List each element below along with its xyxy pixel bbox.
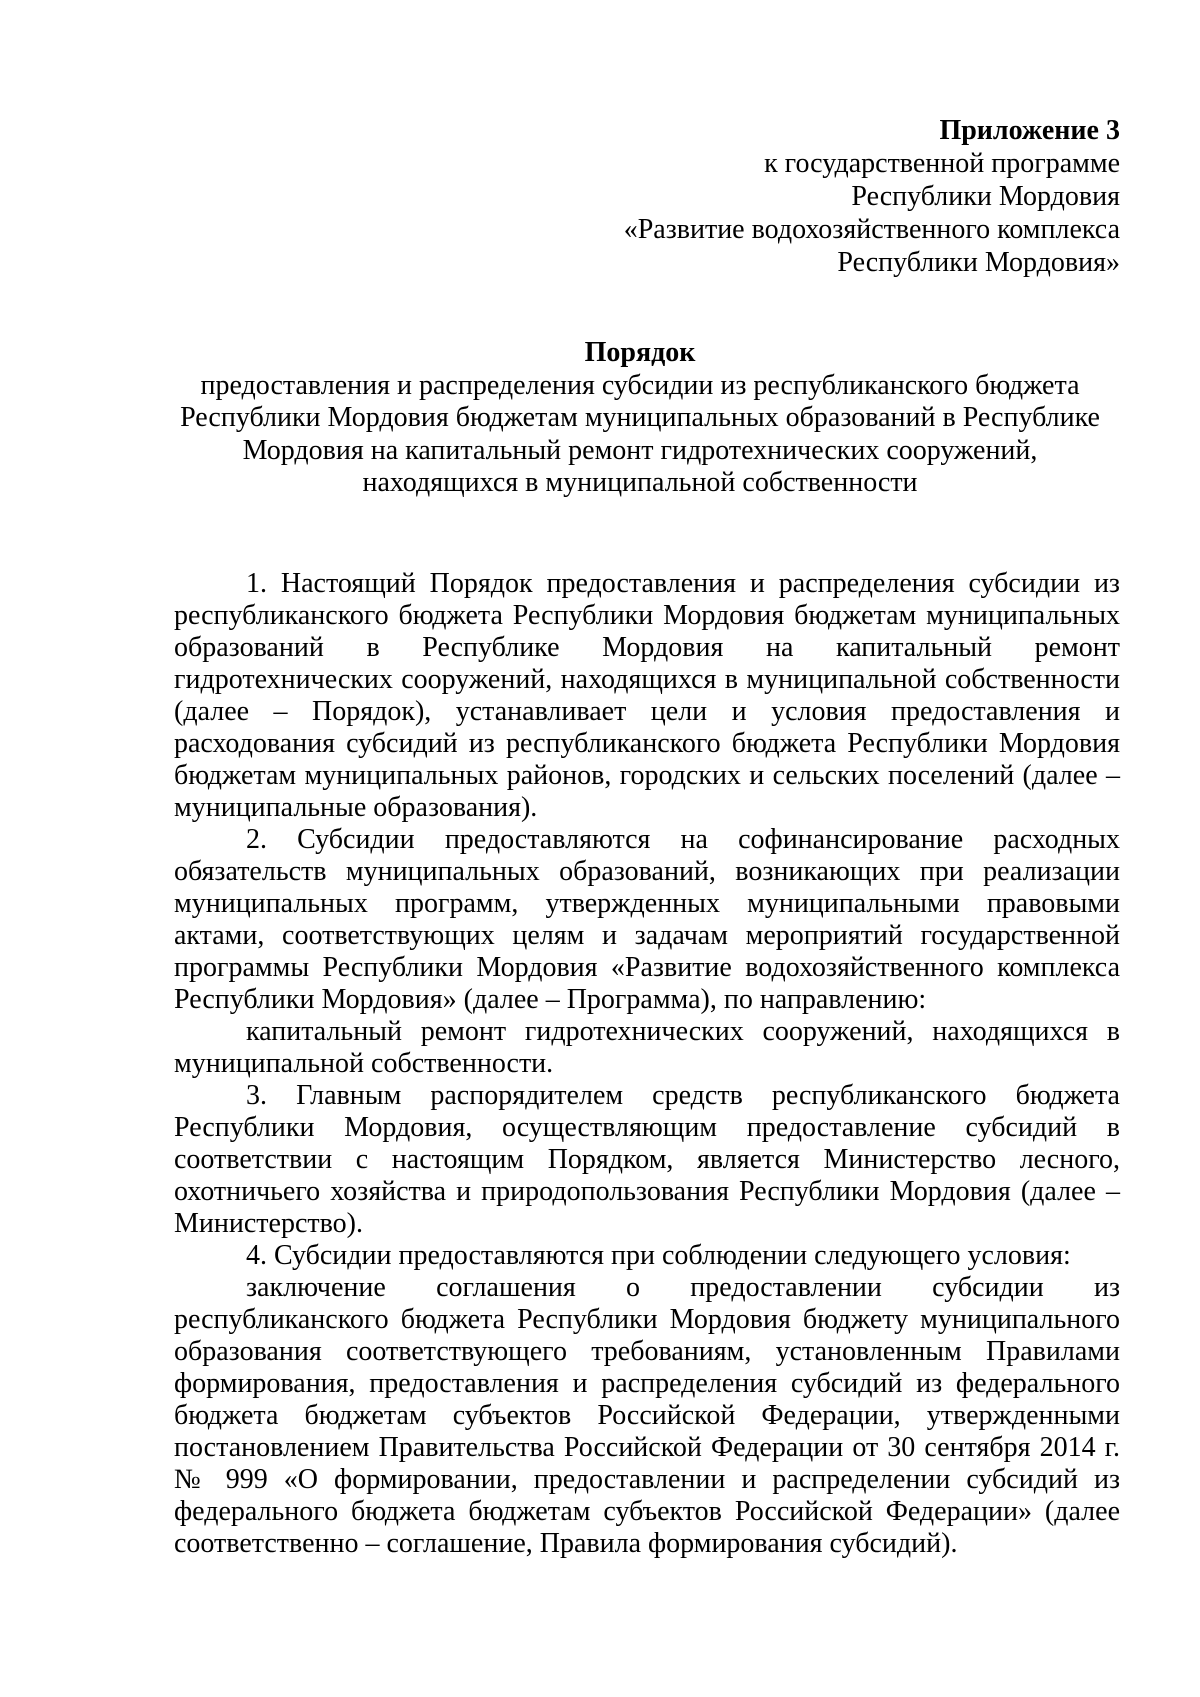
- document-body: [174, 568, 1120, 1560]
- paragraph-3: 3. Главным распорядителем средств республиканского бюджета Республики Мордовия, осуществляющим предоставление субсидий в соответствии с настоящим Порядком, является Министерство лесного, охотничьего хозяйства и природопользования Республики Мордовия (далее – Министерство).: [174, 1080, 1120, 1239]
- appendix-line: к государственной программе: [764, 148, 1120, 179]
- appendix-line: «Развитие водохозяйственного комплекса: [623, 214, 1120, 245]
- document-title-block: [160, 337, 1120, 500]
- paragraph-4-condition: заключение соглашения о предоставлении субсидии из республиканского бюджета Республики Мордовия бюджету муниципального образования соответствующего требованиям, установленным Правилами формирования, предоставления и распределения субсидий из федерального бюджета бюджетам субъектов Российской Федерации, утвержденными постановлением Правительства Российской Федерации от 30 сентября 2014 г. № 999 «О формировании, предоставлении и распределении субсидий из федерального бюджета бюджетам субъектов Российской Федерации» (далее соответственно – соглашение, Правила формирования субсидий).: [174, 1272, 1120, 1559]
- appendix-line: Республики Мордовия: [851, 181, 1120, 212]
- document-subtitle-line: находящихся в муниципальной собственности: [362, 467, 918, 498]
- document-subtitle-line: Республики Мордовия бюджетам муниципальных образований в Республике: [180, 402, 1100, 433]
- appendix-line: Республики Мордовия»: [837, 247, 1120, 278]
- document-subtitle-line: предоставления и распределения субсидии из республиканского бюджета: [200, 369, 1080, 401]
- paragraph-4: 4. Субсидии предоставляются при соблюдении следующего условия:: [246, 1240, 1071, 1271]
- document-subtitle-line: Мордовия на капитальный ремонт гидротехнических сооружений,: [242, 434, 1038, 466]
- paragraph-2-direction: капитальный ремонт гидротехнических сооружений, находящихся в муниципальной собственности.: [174, 1016, 1120, 1079]
- appendix-heading: Приложение 3: [939, 115, 1120, 146]
- document-title: Порядок: [584, 337, 696, 368]
- paragraph-2: 2. Субсидии предоставляются на софинансирование расходных обязательств муниципальных образований, возникающих при реализации муниципальных программ, утвержденных муниципальными правовыми актами, соответствующих целям и задачам мероприятий государственной программы Республики Мордовия «Развитие водохозяйственного комплекса Республики Мордовия» (далее – Программа), по направлению:: [174, 824, 1120, 1015]
- paragraph-1: 1. Настоящий Порядок предоставления и распределения субсидии из республиканского бюджета Республики Мордовия бюджетам муниципальных образований в Республике Мордовия на капитальный ремонт гидротехнических сооружений, находящихся в муниципальной собственности (далее – Порядок), устанавливает цели и условия предоставления и расходования субсидий из республиканского бюджета Республики Мордовия бюджетам муниципальных районов, городских и сельских поселений (далее – муниципальные образования).: [174, 568, 1120, 823]
- appendix-header: [560, 114, 1120, 279]
